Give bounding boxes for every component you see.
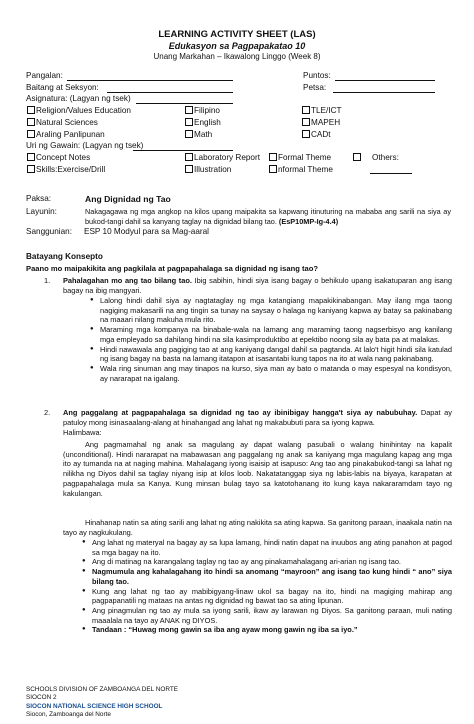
topic: Ang Dignidad ng Tao — [85, 194, 171, 204]
list-item: ● Ang di matinag na karangalang taglay ng tao ay ang pinakamahalagang ari-arian ng isang tao. — [92, 557, 452, 567]
checkbox-icon[interactable] — [302, 106, 310, 114]
tandaan-item: ● Tandaan : “Huwag mong gawin sa iba ang ayaw mong gawin ng iba sa iyo.” — [92, 625, 452, 635]
reference: ESP 10 Modyul para sa Mag-aaral — [84, 227, 210, 236]
subject-option[interactable]: English — [185, 118, 221, 127]
concept-heading: Batayang Konsepto — [26, 252, 103, 261]
list-item: ● Lalong hindi dahil siya ay nagtataglay ng mga katangiang mapakikinabangan. May ilang mga taong nagiging makasarili na ang tingin sa tunay na saysay o halaga ng kaniyang kapwa ay batay sa pakinabang na maaari nilang makuha mula rito. — [100, 296, 452, 325]
subject-option[interactable]: Filipino — [185, 106, 220, 115]
list-item: ● Maraming mga kompanya na binabale-wala na lamang ang maraming taong nagserbisyo ang kanilang mga empleyado sa dahilang hindi na sila kasimproduktibo at epektibo noong sila ay bata pa at malakas. — [100, 325, 452, 344]
goal-text: Nakagagawa ng mga angkop na kilos upang maipakita sa kapwang itinuturing na mababa ang sarili na siya ay bukod-tangi dahil sa kanyang taglay na dignidad bilang tao. (EsP10MP-Ig-4.4) — [85, 207, 451, 226]
work-option[interactable]: Skills:Exercise/Drill — [27, 165, 105, 174]
work-type-underline — [133, 150, 233, 151]
checkbox-icon[interactable] — [269, 165, 277, 173]
list-item: ● Ang lahat ng materyal na bagay ay sa lupa lamang, hindi natin dapat na inuubos ang ating panahon at pagod sa mga bagay na ito. — [92, 538, 452, 557]
checkbox-icon[interactable] — [302, 118, 310, 126]
work-option[interactable]: Formal Theme — [269, 153, 331, 162]
sheet-title: LEARNING ACTIVITY SHEET (LAS) — [158, 29, 316, 40]
goal-label: Layunin: — [26, 207, 57, 216]
grade-section-field[interactable] — [107, 92, 233, 93]
item-2-bullets — [80, 538, 452, 635]
checkbox-icon[interactable] — [185, 130, 193, 138]
work-option[interactable]: Concept Notes — [27, 153, 90, 162]
checkbox-icon[interactable] — [353, 153, 361, 161]
example-paragraph-2: Hinahanap natin sa ating sarili ang lahat ng ating nakikita sa ating kapwa. Sa ganitong paraan, inaakala natin na tayo ay nagkukulang. — [63, 518, 452, 537]
checkbox-icon[interactable] — [27, 106, 35, 114]
name-field[interactable] — [67, 80, 233, 81]
checkbox-icon[interactable] — [27, 165, 35, 173]
subject-option[interactable]: CADt — [302, 130, 331, 139]
subject-option[interactable]: TLE/ICT — [302, 106, 341, 115]
subject-check-label: Asignatura: (Lagyan ng tsek) — [26, 94, 131, 103]
checkbox-icon[interactable] — [185, 165, 193, 173]
work-option[interactable]: nformal Theme — [269, 165, 333, 174]
topic-label: Paksa: — [26, 194, 52, 203]
subject-title: Edukasyon sa Pagpapakatao 10 — [168, 41, 306, 51]
grade-section-label: Baitang at Seksyon: — [26, 83, 99, 92]
checkbox-icon[interactable] — [185, 106, 193, 114]
date-field[interactable] — [333, 92, 435, 93]
division: SCHOOLS DIVISION OF ZAMBOANGA DEL NORTE — [26, 686, 178, 693]
subject-option[interactable]: Religion/Values Education — [27, 106, 131, 115]
list-item: ● Hindi nawawala ang pagiging tao at ang kaniyang dangal dahil sa pagtanda. At lalo't higit hindi sila katulad ng isang bagay na basta na lamang itatapon at isasantabi kung tapos na ito at wala nang pakinabang. — [100, 345, 452, 364]
subject-option[interactable]: MAPEH — [302, 118, 340, 127]
others-field[interactable] — [370, 173, 412, 174]
subject-option[interactable]: Araling Panlipunan — [27, 130, 105, 139]
subject-option[interactable]: Natural Sciences — [27, 118, 98, 127]
item-1-number: 1. — [44, 276, 51, 285]
subject-underline — [136, 103, 233, 104]
concept-question: Paano mo maipakikita ang pagkilala at pagpapahalaga sa dignidad ng isang tao? — [26, 264, 319, 273]
score-label: Puntos: — [303, 71, 331, 80]
item-1-bullets — [88, 296, 452, 383]
score-field[interactable] — [335, 80, 435, 81]
work-type-label: Uri ng Gawain: (Lagyan ng tsek) — [26, 141, 144, 150]
checkbox-icon[interactable] — [27, 118, 35, 126]
address: Siocon, Zamboanga del Norte — [26, 710, 111, 718]
name-label: Pangalan: — [26, 71, 63, 80]
example-paragraph-1: Ang pagmamahal ng anak sa magulang ay dapat walang pasubali o walang hinihintay na kapalit (unconditional). Hindi nararapat na mabawasan ang paggalang ng anak sa kaniyang mga magulang kapag ang mga ito ay tumanda na at naging mahina. Mahalagang iyong isaisip at isapuso: Ang tao ang pinakabukod-tangi sa lahat ng nilikha ng Diyos dahil sa taglay niyang isip at kilos loob. Nakatatanggap siya ng labis-labis na biyaya, karapatan at pagpapahalaga mula sa Kanya. Kung minsan bulag tayo sa katotohanang ito kung kaya nakararamdam tayo ng kakulangan. — [63, 440, 452, 498]
checkbox-icon[interactable] — [302, 130, 310, 138]
list-item: ● Kung ang lahat ng tao ay mabibigyang-linaw ukol sa bagay na ito, hindi na magiging mahirap ang pagpapanatili ng mataas na antas ng dignidad ng bawat tao sa ating lipunan. — [92, 587, 452, 606]
footer — [26, 686, 178, 719]
work-option[interactable]: Laboratory Report — [185, 153, 260, 162]
checkbox-icon[interactable] — [27, 153, 35, 161]
reference-label: Sanggunian: — [26, 227, 72, 236]
checkbox-icon[interactable] — [185, 118, 193, 126]
district: SIOCON 2 — [26, 694, 57, 702]
list-item: ● Ang pinagmulan ng tao ay mula sa iyong sarili, ikaw ay larawan ng Diyos. Sa ganitong paraan, muli nating maaalala na tayo ay ANAK ng DIYOS. — [92, 606, 452, 625]
work-option-others[interactable]: Others: — [353, 153, 399, 162]
school-name: SIOCON NATIONAL SCIENCE HIGH SCHOOL — [26, 702, 163, 710]
item-2: Ang paggalang at pagpapahalaga sa dignidad ng tao ay ibinibigay hangga't siya ay nabubuhay. Dapat ay patuloy mong isinasaalang-alang at hinahangad ang lahat ng makabubuti para sa iyong kapwa. — [63, 408, 452, 427]
checkbox-icon[interactable] — [27, 130, 35, 138]
list-item: ● Nagmumula ang kahalagahang ito hindi sa anomang “mayroon” ang isang tao kung hindi “ ano” siya bilang tao. — [92, 567, 452, 586]
subject-option[interactable]: Math — [185, 130, 212, 139]
list-item: ● Wala ring sinuman ang may tinapos na kurso, siya man ay bato o matanda o may espesyal na kondisyon, ay nararapat na igalang. — [100, 364, 452, 383]
quarter-week: Unang Markahan – Ikawalong Linggo (Week 8) — [153, 52, 321, 61]
checkbox-icon[interactable] — [269, 153, 277, 161]
checkbox-icon[interactable] — [185, 153, 193, 161]
item-1: Pahalagahan mo ang tao bilang tao. Ibig sabihin, hindi siya isang bagay o behikulo upang isakatuparan ang isang bagay na ibig mangyari. — [63, 276, 452, 295]
example-label: Halimbawa: — [63, 428, 102, 437]
date-label: Petsa: — [303, 83, 327, 92]
work-option[interactable]: Illustration — [185, 165, 231, 174]
item-2-number: 2. — [44, 408, 51, 417]
